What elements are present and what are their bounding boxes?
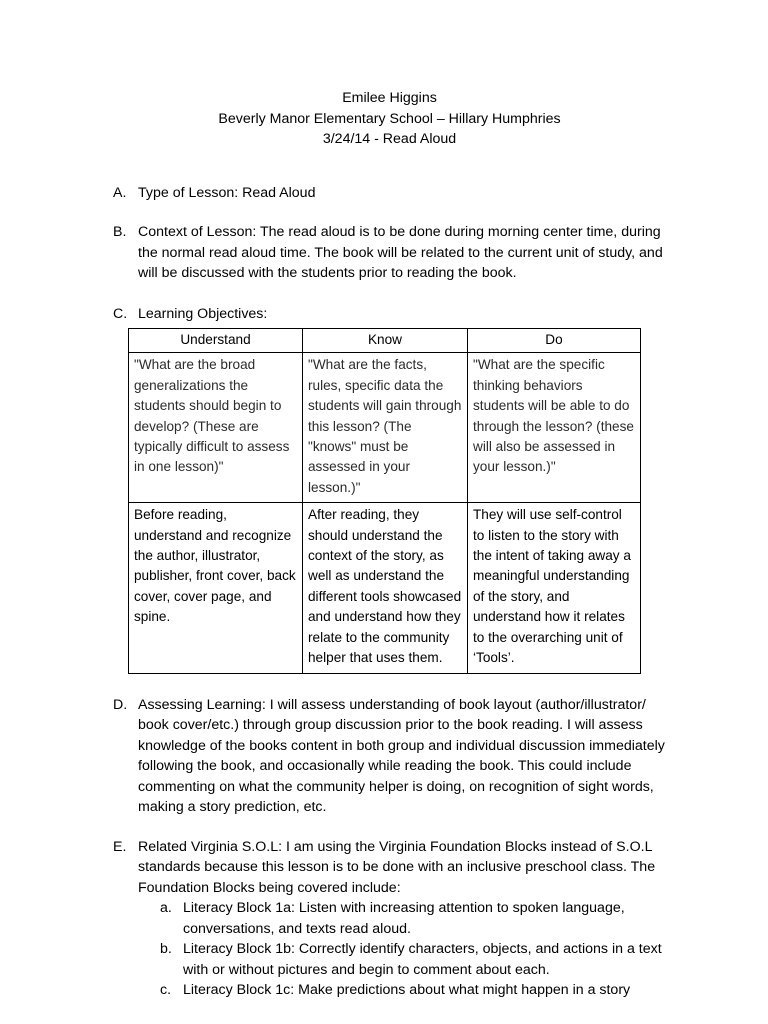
cell-understand-response: Before reading, understand and recognize the author, illustrator, publisher, front cover, back cover, cover page, and spine. — [129, 503, 303, 673]
foundation-block-a-text: Literacy Block 1a: Listen with increasing attention to spoken language, conversations, and texts read aloud. — [183, 900, 625, 937]
section-b-text: Context of Lesson: The read aloud is to be done during morning center time, during the normal read aloud time. The book will be related to the current unit of study, and will be discussed with the students prior to reading the book. — [138, 224, 663, 281]
section-c-letter: C. — [113, 305, 128, 322]
header-date-lesson: 3/24/14 - Read Aloud — [322, 131, 457, 147]
learning-objectives-table — [128, 328, 641, 674]
list-item — [160, 980, 678, 1001]
column-header-know: Know — [303, 329, 468, 353]
section-a — [113, 183, 678, 204]
section-b-letter: B. — [113, 224, 127, 240]
table-row — [129, 353, 641, 503]
header-author-name: Emilee Higgins — [342, 90, 437, 106]
section-d-text: Assessing Learning: I will assess understanding of book layout (author/illustrator/ book cover/etc.) through group discussion prior to the book reading. I will assess knowledge of the books content in both group and individual discussion immediately following the book, and occasionally while reading the book. This could include commenting on what the community helper is doing, on recognition of sight words, making a story prediction, etc. — [138, 696, 665, 815]
foundation-block-b-letter: b. — [160, 941, 172, 957]
column-header-do: Do — [468, 329, 641, 353]
section-c — [113, 304, 678, 325]
table-row — [129, 503, 641, 673]
section-e — [113, 837, 678, 899]
foundation-block-b-text: Literacy Block 1b: Correctly identify characters, objects, and actions in a text with or without pictures and begin to comment about each. — [183, 941, 662, 978]
section-a-text: Type of Lesson: Read Aloud — [138, 184, 316, 201]
document-header — [101, 88, 678, 150]
list-item — [160, 898, 678, 939]
column-header-understand: Understand — [129, 329, 303, 353]
table-header-row — [129, 329, 641, 353]
section-e-text: Related Virginia S.O.L: I am using the Virginia Foundation Blocks instead of S.O.L standards because this lesson is to be done with an inclusive preschool class. The Foundation Blocks being covered include: — [138, 838, 656, 896]
header-school-mentor: Beverly Manor Elementary School – Hillary Humphries — [218, 110, 561, 127]
foundation-blocks-list — [113, 898, 678, 1001]
section-a-letter: A. — [113, 184, 127, 201]
foundation-block-c-letter: c. — [160, 982, 172, 998]
section-d-letter: D. — [113, 696, 128, 713]
section-b — [113, 222, 678, 284]
cell-understand-prompt: "What are the broad generalizations the students should begin to develop? (These are typically difficult to assess in one lesson)" — [129, 353, 303, 503]
foundation-block-a-letter: a. — [160, 900, 172, 916]
cell-know-prompt: "What are the facts, rules, specific data the students will gain through this lesson? (The "knows" must be assessed in your lesson.)" — [303, 353, 468, 503]
list-item — [160, 939, 678, 980]
section-e-letter: E. — [113, 838, 127, 855]
cell-do-prompt: "What are the specific thinking behaviors students will be able to do through the lesson? (these will also be assessed in your lesson.)" — [468, 353, 641, 503]
foundation-block-c-text: Literacy Block 1c: Make predictions about what might happen in a story — [183, 982, 631, 998]
section-d — [113, 695, 678, 818]
cell-do-response: They will use self-control to listen to the story with the intent of taking away a meaningful understanding of the story, and understand how it relates to the overarching unit of ‘Tools’. — [468, 503, 641, 673]
cell-know-response: After reading, they should understand the context of the story, as well as understand the different tools showcased and understand how they relate to the community helper that uses them. — [303, 503, 468, 673]
section-c-text: Learning Objectives: — [138, 305, 268, 322]
